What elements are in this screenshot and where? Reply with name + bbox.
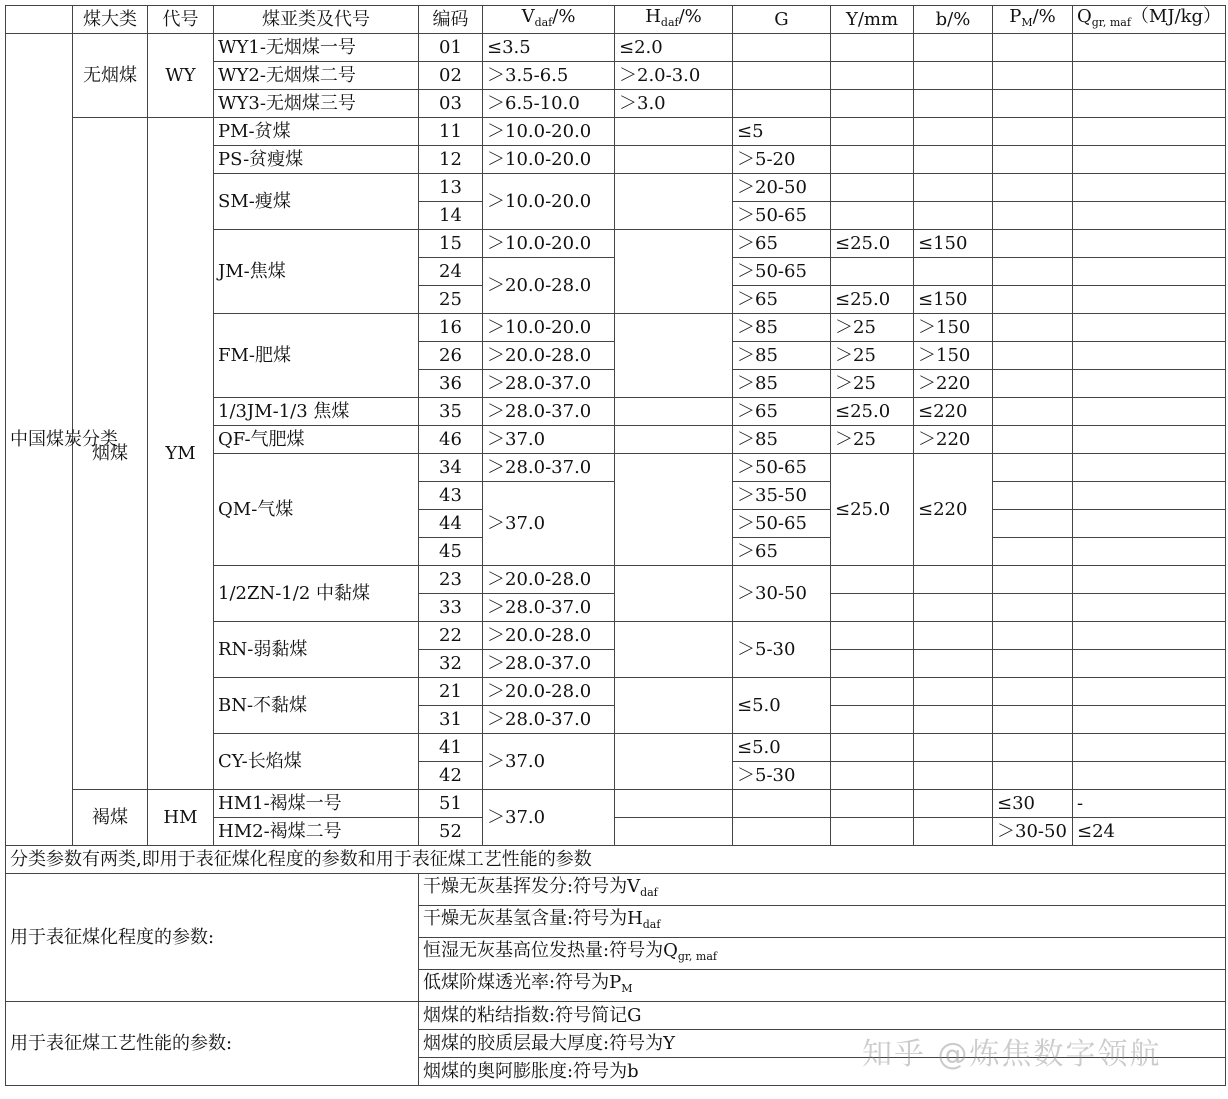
- tech-param-item: 烟煤的胶质层最大厚度:符号为Y: [419, 1030, 1226, 1058]
- notes-row: [6, 874, 1226, 906]
- vdaf-cell: ＞37.0: [483, 734, 615, 790]
- number-cell: 16: [419, 314, 483, 342]
- number-cell: 12: [419, 146, 483, 174]
- group-code: YM: [148, 118, 214, 790]
- group-code: HM: [148, 790, 214, 846]
- hdaf-cell: ≤2.0: [615, 34, 733, 62]
- number-cell: 14: [419, 202, 483, 230]
- number-cell: 03: [419, 90, 483, 118]
- pm-cell: ＞30-50: [993, 818, 1073, 846]
- watermark-text: 知乎 @炼焦数字领航: [862, 1037, 1162, 1072]
- subclass-cell: QF-气肥煤: [214, 426, 419, 454]
- header-q: $Q_{gr, maf}(MJ/kg)$: [1073, 6, 1226, 34]
- number-cell: 11: [419, 118, 483, 146]
- header-row: [6, 6, 1226, 34]
- g-cell: ＞85: [733, 342, 831, 370]
- notes-intro-row: [6, 846, 1226, 874]
- y-cell: ＞25: [831, 314, 914, 342]
- vdaf-cell: ＞20.0-28.0: [483, 258, 615, 314]
- g-cell: ≤5: [733, 118, 831, 146]
- number-cell: 35: [419, 398, 483, 426]
- subclass-cell: FM-肥煤: [214, 314, 419, 398]
- subclass-cell: HM2-褐煤二号: [214, 818, 419, 846]
- subclass-cell: CY-长焰煤: [214, 734, 419, 790]
- rank-param-item: 低煤阶煤透光率:符号为$P_M$: [419, 970, 1226, 1002]
- table-row: [6, 34, 1226, 62]
- vdaf-cell: ＞20.0-28.0: [483, 622, 615, 650]
- subclass-cell: JM-焦煤: [214, 230, 419, 314]
- vdaf-cell: ＞10.0-20.0: [483, 314, 615, 342]
- b-cell: ≤220: [914, 454, 993, 566]
- q-cell: ≤24: [1073, 818, 1226, 846]
- g-cell: ＞65: [733, 286, 831, 314]
- vdaf-cell: ＞10.0-20.0: [483, 230, 615, 258]
- subclass-cell: WY2-无烟煤二号: [214, 62, 419, 90]
- b-cell: ≤150: [914, 230, 993, 258]
- number-cell: 52: [419, 818, 483, 846]
- rank-params-label: 用于表征煤化程度的参数:: [6, 874, 419, 1002]
- number-cell: 36: [419, 370, 483, 398]
- y-cell: ≤25.0: [831, 454, 914, 566]
- header-hdaf: $H_{daf}/\%$: [615, 6, 733, 34]
- y-cell: ≤25.0: [831, 230, 914, 258]
- g-cell: ＞85: [733, 426, 831, 454]
- y-cell: ＞25: [831, 426, 914, 454]
- vdaf-cell: ＞6.5-10.0: [483, 90, 615, 118]
- g-cell: ＞30-50: [733, 566, 831, 622]
- y-cell: ≤25.0: [831, 286, 914, 314]
- subclass-cell: QM-气煤: [214, 454, 419, 566]
- b-cell: ≤150: [914, 286, 993, 314]
- subclass-cell: 1/2ZN-1/2 中黏煤: [214, 566, 419, 622]
- vdaf-cell: ≤3.5: [483, 34, 615, 62]
- number-cell: 23: [419, 566, 483, 594]
- g-cell: ＞50-65: [733, 454, 831, 482]
- g-cell: ＞35-50: [733, 482, 831, 510]
- number-cell: 15: [419, 230, 483, 258]
- rank-param-item: 干燥无灰基挥发分:符号为$V_{daf}$: [419, 874, 1226, 906]
- number-cell: 24: [419, 258, 483, 286]
- table-row: [6, 790, 1226, 818]
- group-code: WY: [148, 34, 214, 118]
- subclass-cell: PM-贫煤: [214, 118, 419, 146]
- number-cell: 46: [419, 426, 483, 454]
- g-cell: ＞65: [733, 230, 831, 258]
- g-cell: ＞65: [733, 538, 831, 566]
- g-cell: ＞5-30: [733, 622, 831, 678]
- g-cell: ＞50-65: [733, 510, 831, 538]
- notes-intro: 分类参数有两类,即用于表征煤化程度的参数和用于表征煤工艺性能的参数: [6, 846, 1226, 874]
- vdaf-cell: ＞20.0-28.0: [483, 566, 615, 594]
- group-name: 褐煤: [73, 790, 148, 846]
- group-name: 烟煤: [73, 118, 148, 790]
- tech-param-item: 烟煤的奥阿膨胀度:符号为b: [419, 1058, 1226, 1086]
- vdaf-cell: ＞10.0-20.0: [483, 174, 615, 230]
- g-cell: ≤5.0: [733, 734, 831, 762]
- hdaf-cell: ＞2.0-3.0: [615, 62, 733, 90]
- header-g: G: [733, 6, 831, 34]
- hdaf-cell: ＞3.0: [615, 90, 733, 118]
- header-pm: $P_M/\%$: [993, 6, 1073, 34]
- number-cell: 34: [419, 454, 483, 482]
- header-subclass: 煤亚类及代号: [214, 6, 419, 34]
- vdaf-cell: ＞28.0-37.0: [483, 370, 615, 398]
- rank-param-item: 恒湿无灰基高位发热量:符号为$Q_{gr, maf}$: [419, 938, 1226, 970]
- vdaf-cell: ＞3.5-6.5: [483, 62, 615, 90]
- subclass-cell: PS-贫瘦煤: [214, 146, 419, 174]
- g-cell: ＞5-30: [733, 762, 831, 790]
- notes-row: [6, 1002, 1226, 1030]
- number-cell: 44: [419, 510, 483, 538]
- vdaf-cell: ＞20.0-28.0: [483, 678, 615, 706]
- y-cell: ＞25: [831, 342, 914, 370]
- q-cell: -: [1073, 790, 1226, 818]
- g-cell: ＞85: [733, 314, 831, 342]
- g-cell: ＞65: [733, 398, 831, 426]
- group-name: 无烟煤: [73, 34, 148, 118]
- b-cell: ≤220: [914, 398, 993, 426]
- b-cell: ＞220: [914, 426, 993, 454]
- number-cell: 43: [419, 482, 483, 510]
- g-cell: ≤5.0: [733, 678, 831, 734]
- number-cell: 22: [419, 622, 483, 650]
- header-code: 代号: [148, 6, 214, 34]
- vdaf-cell: ＞28.0-37.0: [483, 706, 615, 734]
- header-major-class: 煤大类: [73, 6, 148, 34]
- header-number: 编码: [419, 6, 483, 34]
- number-cell: 13: [419, 174, 483, 202]
- tech-params-label: 用于表征煤工艺性能的参数:: [6, 1002, 419, 1086]
- tech-param-item: 烟煤的粘结指数:符号简记G: [419, 1002, 1226, 1030]
- side-label: 中国煤炭分类: [6, 34, 73, 846]
- number-cell: 02: [419, 62, 483, 90]
- subclass-cell: 1/3JM-1/3 焦煤: [214, 398, 419, 426]
- y-cell: ≤25.0: [831, 398, 914, 426]
- b-cell: ＞150: [914, 342, 993, 370]
- vdaf-cell: ＞28.0-37.0: [483, 650, 615, 678]
- header-b: b/%: [914, 6, 993, 34]
- g-cell: ＞50-65: [733, 258, 831, 286]
- vdaf-cell: ＞28.0-37.0: [483, 594, 615, 622]
- rank-param-item: 干燥无灰基氢含量:符号为$H_{daf}$: [419, 906, 1226, 938]
- subclass-cell: SM-瘦煤: [214, 174, 419, 230]
- vdaf-cell: ＞10.0-20.0: [483, 118, 615, 146]
- b-cell: ＞220: [914, 370, 993, 398]
- header-blank: [6, 6, 73, 34]
- subclass-cell: RN-弱黏煤: [214, 622, 419, 678]
- g-cell: ＞5-20: [733, 146, 831, 174]
- number-cell: 25: [419, 286, 483, 314]
- number-cell: 01: [419, 34, 483, 62]
- number-cell: 45: [419, 538, 483, 566]
- header-y: Y/mm: [831, 6, 914, 34]
- table-row: [6, 118, 1226, 146]
- subclass-cell: HM1-褐煤一号: [214, 790, 419, 818]
- number-cell: 42: [419, 762, 483, 790]
- number-cell: 31: [419, 706, 483, 734]
- vdaf-cell: ＞37.0: [483, 790, 615, 846]
- number-cell: 41: [419, 734, 483, 762]
- g-cell: ＞85: [733, 370, 831, 398]
- number-cell: 32: [419, 650, 483, 678]
- b-cell: ＞150: [914, 314, 993, 342]
- number-cell: 21: [419, 678, 483, 706]
- header-vdaf: $V_{daf}/\%$: [483, 6, 615, 34]
- vdaf-cell: ＞28.0-37.0: [483, 454, 615, 482]
- vdaf-cell: ＞10.0-20.0: [483, 146, 615, 174]
- coal-classification-table: [5, 5, 1226, 1086]
- vdaf-cell: ＞28.0-37.0: [483, 398, 615, 426]
- g-cell: ＞20-50: [733, 174, 831, 202]
- vdaf-cell: ＞37.0: [483, 482, 615, 566]
- pm-cell: ≤30: [993, 790, 1073, 818]
- g-cell: ＞50-65: [733, 202, 831, 230]
- vdaf-cell: ＞20.0-28.0: [483, 342, 615, 370]
- subclass-cell: WY3-无烟煤三号: [214, 90, 419, 118]
- subclass-cell: WY1-无烟煤一号: [214, 34, 419, 62]
- number-cell: 33: [419, 594, 483, 622]
- number-cell: 51: [419, 790, 483, 818]
- subclass-cell: BN-不黏煤: [214, 678, 419, 734]
- vdaf-cell: ＞37.0: [483, 426, 615, 454]
- number-cell: 26: [419, 342, 483, 370]
- y-cell: ＞25: [831, 370, 914, 398]
